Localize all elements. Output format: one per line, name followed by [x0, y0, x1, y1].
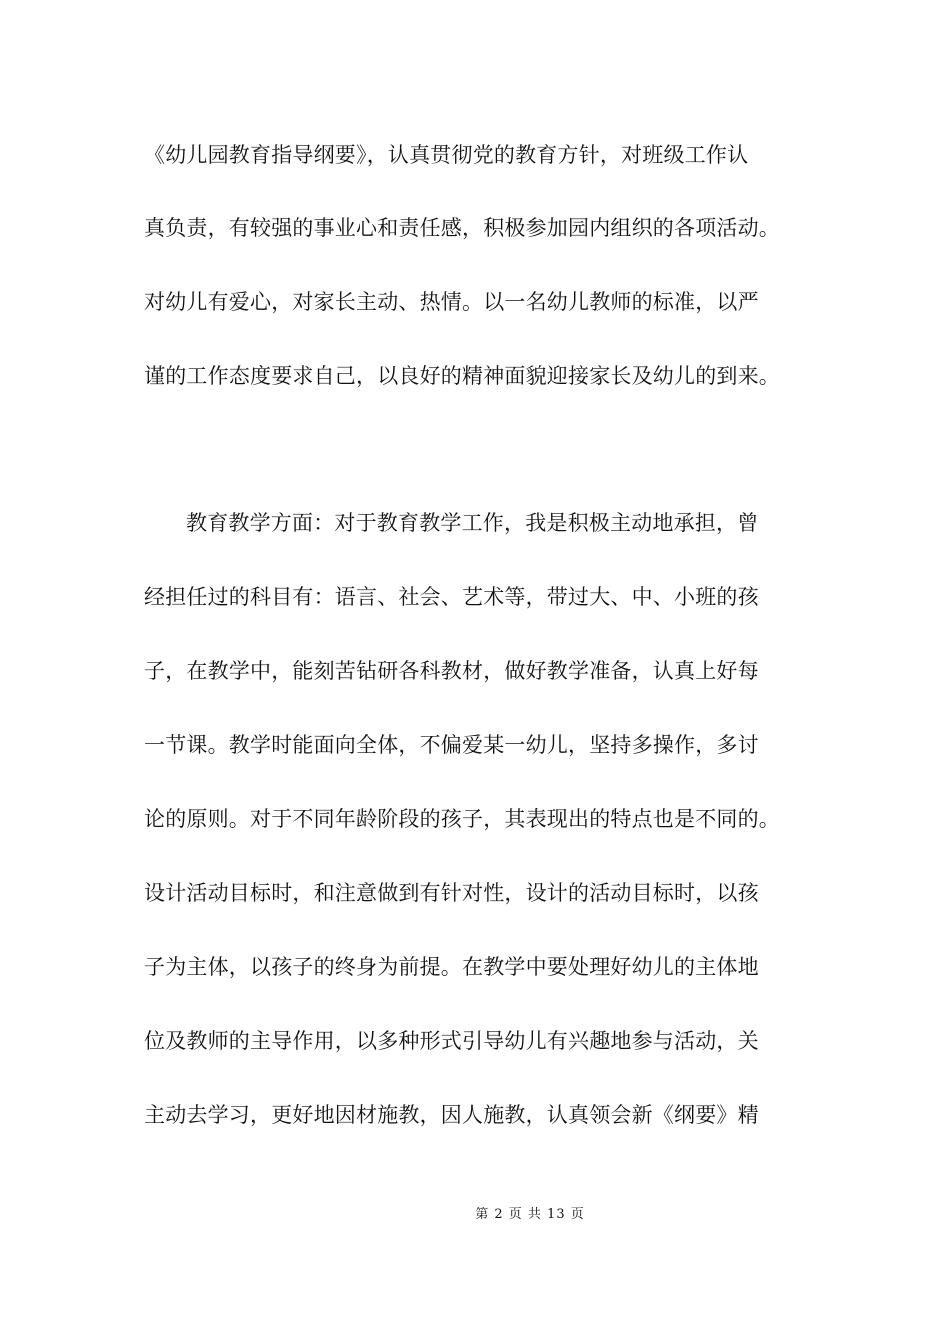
paragraph-2-line-1: 教育教学方面：对于教育教学工作，我是积极主动地承担，曾 — [186, 511, 759, 535]
page-footer: 第 2 页 共 13 页 — [475, 1207, 585, 1222]
paragraph-2-line-6: 设计活动目标时，和注意做到有针对性，设计的活动目标时，以孩 — [144, 881, 759, 905]
paragraph-2-line-2: 经担任过的科目有：语言、社会、艺术等，带过大、中、小班的孩 — [144, 585, 759, 609]
paragraph-2-line-9: 主动去学习，更好地因材施教，因人施教，认真领会新《纲要》精 — [144, 1103, 759, 1127]
paragraph-1-line-3: 对幼儿有爱心，对家长主动、热情。以一名幼儿教师的标准，以严 — [144, 290, 759, 314]
paragraph-2-line-3: 子，在教学中，能刻苦钻研各科教材，做好教学准备，认真上好每 — [144, 659, 759, 683]
paragraph-1-line-1: 《幼儿园教育指导纲要》，认真贯彻党的教育方针，对班级工作认 — [144, 143, 749, 167]
paragraph-2-line-4: 一节课。教学时能面向全体，不偏爱某一幼儿，坚持多操作，多讨 — [144, 733, 759, 757]
paragraph-1-line-2: 真负责，有较强的事业心和责任感，积极参加园内组织的各项活动。 — [144, 216, 780, 240]
paragraph-2-line-5: 论的原则。对于不同年龄阶段的孩子，其表现出的特点也是不同的。 — [144, 807, 780, 831]
paragraph-1-line-4: 谨的工作态度要求自己，以良好的精神面貌迎接家长及幼儿的到来。 — [144, 364, 780, 388]
paragraph-2-line-8: 位及教师的主导作用，以多种形式引导幼儿有兴趣地参与活动，关 — [144, 1029, 759, 1053]
paragraph-2-line-7: 子为主体，以孩子的终身为前提。在教学中要处理好幼儿的主体地 — [144, 955, 759, 979]
